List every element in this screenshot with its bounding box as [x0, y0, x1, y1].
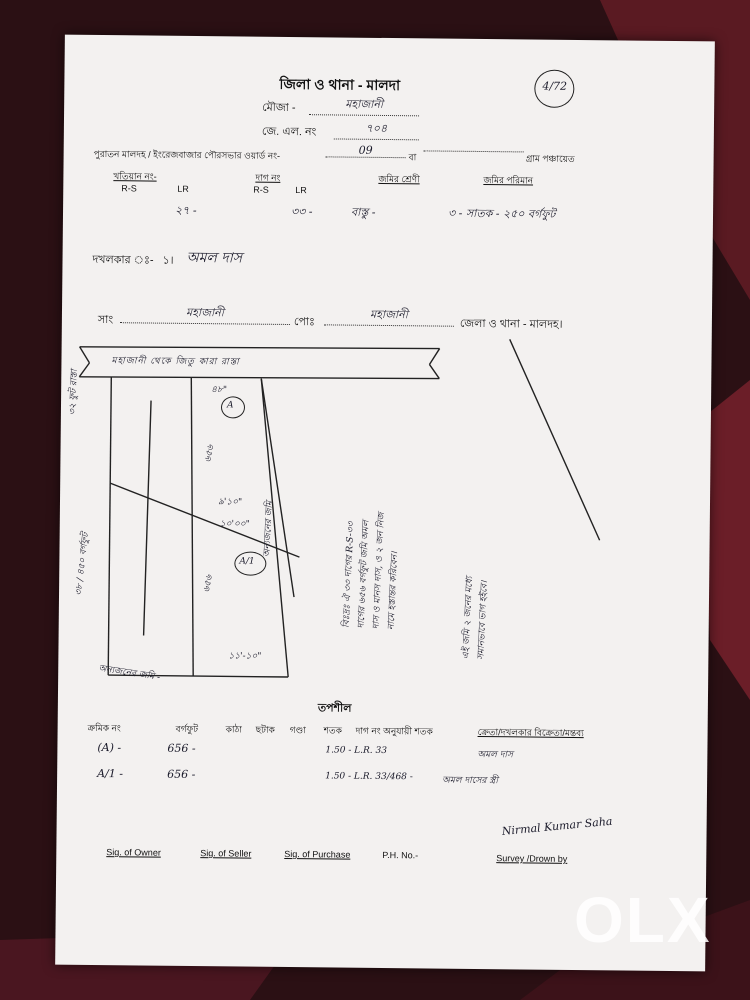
- surveyor-signature: Nirmal Kumar Saha: [501, 814, 613, 839]
- ward-value: 09: [326, 143, 406, 158]
- col-rs2: R-S: [253, 184, 269, 195]
- owner-number: ১।: [162, 254, 174, 267]
- remark-line: সমানভাবে ভাগ হইবে।: [476, 580, 490, 661]
- tafsil-row-dag: 1.50 - L.R. 33: [325, 745, 388, 757]
- ph-number: P.H. No.-: [382, 849, 419, 861]
- col-parimaan: জমির পরিমান: [483, 175, 534, 186]
- col-shreni: জমির শ্রেণী: [378, 173, 420, 185]
- tafsil-head-ganda: গণ্ডা: [289, 725, 306, 736]
- sig-owner: Sig. of Owner: [106, 847, 161, 858]
- remark-line: নামে হস্তান্তর করিবেন।: [386, 551, 401, 631]
- header-district: জিলা ও থানা - মালদা: [279, 75, 401, 94]
- parimaan-value: ৩ - সাতক - ২৫০ বর্গফুট: [447, 206, 556, 221]
- owner-name: অমল দাস: [186, 249, 243, 267]
- olx-watermark: [574, 880, 714, 960]
- tafsil-row-name: অমল দাসের স্ত্রী: [442, 775, 498, 787]
- tafsil-row-sl: (A) -: [97, 741, 122, 755]
- side-dim-1: ৯'১০": [217, 497, 243, 508]
- side-land-note: অন্যজনের জমি: [262, 500, 275, 558]
- sang-value: মহাজানী: [120, 303, 290, 325]
- mouza-label: মৌজা -: [262, 101, 296, 115]
- tafsil-row-sl: A/1 -: [97, 767, 124, 781]
- district-label: জেলা ও থানা - মালদহ।: [459, 317, 563, 331]
- remark-line: দাস ও মানস দাস, ও ২ জন নিজ: [371, 512, 387, 630]
- sig-purchase: Sig. of Purchase: [284, 848, 351, 860]
- dag-value: ৩৩ -: [290, 205, 313, 219]
- road-top-label: মহাজানী থেকে জিতু কারা রাস্তা: [111, 356, 240, 368]
- survey-document: [55, 35, 715, 972]
- ward-or: বা: [408, 152, 417, 163]
- mouza-value: মহাজানী: [309, 95, 419, 116]
- olx-logo-text: OLX: [574, 884, 712, 956]
- remarks-block-1: [339, 511, 404, 631]
- plot-a1-area: ৬৫৬: [201, 574, 215, 594]
- tafsil-title: তপশীল: [317, 702, 352, 715]
- tafsil-head-sl: ক্রমিক নং: [87, 722, 121, 734]
- remarks-block-2: [458, 576, 492, 660]
- tafsil-head-chatak: ছটাক: [255, 724, 275, 735]
- remark-line: দাগের ৬৫৬ বর্গফুট জমি অমল: [356, 520, 372, 629]
- left-area-note: ৩৮ / ৪৫০ বর্গফুট: [74, 532, 92, 597]
- sig-seller: Sig. of Seller: [200, 848, 252, 859]
- tafsil-row-sqft: 656 -: [167, 741, 196, 756]
- plot-a-label: A: [226, 400, 234, 411]
- dim-top: ৪৮": [211, 385, 228, 396]
- jl-value: ৭০৪: [334, 119, 419, 140]
- khatian-value: ২৭ -: [174, 203, 197, 218]
- bottom-dim: ১১'-১০": [228, 651, 262, 662]
- col-khatian: খতিয়ান নং-: [113, 171, 157, 182]
- plot-a-area: ৬৫৬: [203, 444, 217, 464]
- tafsil-head-sqft: বর্গফুট: [175, 723, 199, 735]
- tafsil-head-remarks: ক্রেতা/দখলকার বিক্রেতা/মন্তব্য: [477, 726, 584, 739]
- road-bottom-label: অন্যজনের জমি -: [97, 663, 161, 683]
- sang-label: সাং: [97, 313, 114, 327]
- post-label: পোঃ: [293, 316, 315, 329]
- col-lr2: LR: [295, 185, 307, 196]
- survey-drawn-by: Survey /Drown by: [496, 853, 568, 864]
- jl-label: জে. এল. নং: [261, 125, 317, 139]
- col-lr1: LR: [177, 183, 189, 194]
- owner-label: দখলকার ঃ-: [92, 253, 154, 267]
- post-value: মহাজানী: [324, 305, 454, 326]
- panchayat-label: গ্রাম পঞ্চায়েত: [525, 153, 575, 164]
- left-road-note: ৩২ ফুট রাস্তা: [67, 369, 80, 416]
- page-marker: 4/72: [542, 79, 568, 93]
- tafsil-row-sqft: 656 -: [167, 767, 196, 782]
- tafsil-row-dag: 1.50 - L.R. 33/468 -: [325, 771, 413, 783]
- ward-label: পুরাতন মালদহ / ইংরেজবাজার পৌরসভার ওয়ার্ড নং-: [93, 148, 281, 161]
- shreni-value: বাস্তু -: [350, 205, 376, 219]
- remark-line: এই জমি ২ জনের মধ্যে: [461, 576, 476, 660]
- side-dim-2: ১০'০০": [219, 519, 250, 530]
- tafsil-head-dag: দাগ নং অনুযায়ী শতক: [355, 725, 433, 737]
- col-rs1: R-S: [121, 183, 137, 194]
- col-dag: দাগ নং: [255, 172, 281, 183]
- tafsil-head-shatak: শতক: [323, 725, 343, 736]
- plot-a1-label: A/1: [239, 556, 255, 567]
- tafsil-row-name: অমল দাস: [477, 749, 514, 761]
- remark-line: বিঃদ্রঃ ঐ ৩৩ দাগের R-S-৩৩: [341, 521, 357, 629]
- tafsil-head-katha: কাঠা: [225, 724, 243, 735]
